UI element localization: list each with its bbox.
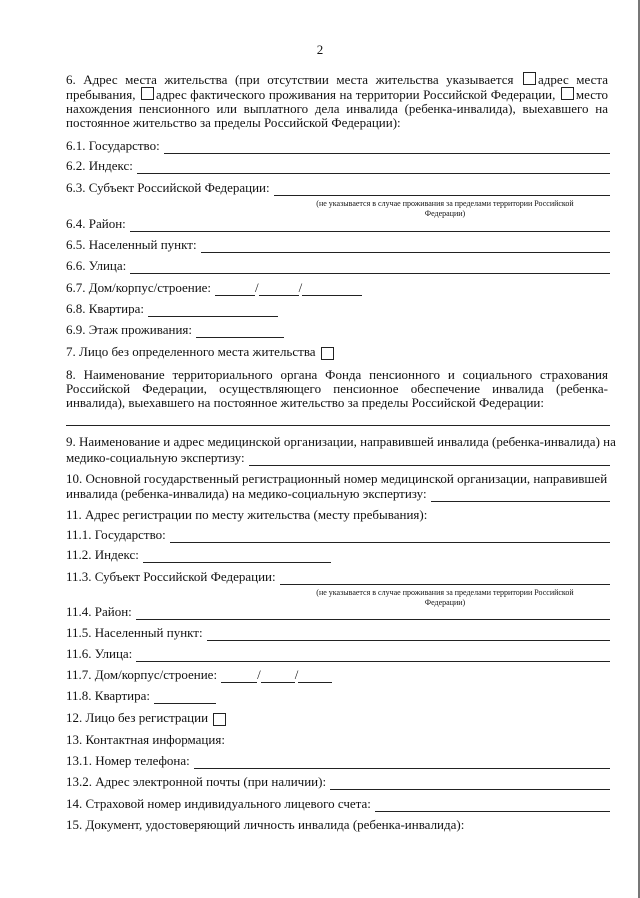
input-6-7-house[interactable]: [215, 283, 255, 296]
section-6-heading: 6. Адрес места жительства (при отсутствии места жительства указывается адрес места пребывания, адрес фактического проживания на территории Российской Федерации, место нахождения пенсионного или выплатного дела инвалида (ребенка-инвалида), выехавшего на постоянное жительство за пределы Российской Федерации):: [66, 72, 609, 130]
field-11-7-house: 11.7. Дом/корпус/строение: / /: [66, 667, 332, 683]
section-14-snils: 14. Страховой номер индивидуального лицевого счета:: [66, 796, 610, 812]
input-11-7-building[interactable]: [298, 670, 332, 683]
section-12: 12. Лицо без регистрации: [66, 710, 228, 726]
section-11-title: 11. Адрес регистрации по месту жительства (месту пребывания):: [66, 507, 428, 522]
section-7: 7. Лицо без определенного места жительства: [66, 344, 336, 360]
input-8[interactable]: [66, 425, 610, 426]
checkbox-no-fixed-residence[interactable]: [321, 347, 334, 360]
input-13-2[interactable]: [330, 777, 610, 790]
field-11-2-postcode: 11.2. Индекс:: [66, 547, 331, 563]
input-6-2[interactable]: [137, 161, 610, 174]
checkbox-place-of-stay[interactable]: [523, 72, 536, 85]
note-11-3: (не указывается в случае проживания за пределами территории Российской Федерации): [316, 588, 574, 607]
section-8-text: 8. Наименование территориального органа Фонда пенсионного и социального страхования Российской Федерации, осуществляющего пенсионное обеспечение инвалида (ребенка-инвалида), выехавшего на постоянное жительство за пределы Российской Федерации:: [66, 367, 608, 410]
input-6-5[interactable]: [201, 240, 610, 253]
field-11-3-region: 11.3. Субъект Российской Федерации:: [66, 569, 610, 585]
section-15-title: 15. Документ, удостоверяющий личность инвалида (ребенка-инвалида):: [66, 817, 465, 832]
input-14[interactable]: [375, 799, 610, 812]
checkbox-no-registration[interactable]: [213, 713, 226, 726]
input-6-8[interactable]: [148, 304, 278, 317]
input-6-7-building[interactable]: [302, 283, 362, 296]
field-6-2-postcode: 6.2. Индекс:: [66, 158, 610, 174]
field-13-2-email: 13.2. Адрес электронной почты (при наличии):: [66, 774, 610, 790]
section-10-line1: 10. Основной государственный регистрационный номер медицинской организации, направившей: [66, 471, 608, 486]
input-13-1[interactable]: [194, 756, 610, 769]
field-6-1-country: 6.1. Государство:: [66, 138, 610, 154]
section-13-title: 13. Контактная информация:: [66, 732, 225, 747]
note-6-3: (не указывается в случае проживания за пределами территории Российской Федерации): [316, 199, 574, 218]
input-6-3[interactable]: [274, 183, 610, 196]
checkbox-pension-file-location[interactable]: [561, 87, 574, 100]
field-6-6-street: 6.6. Улица:: [66, 258, 610, 274]
section-10-line2: инвалида (ребенка-инвалида) на медико-социальную экспертизу:: [66, 486, 610, 502]
input-6-4[interactable]: [130, 219, 610, 232]
checkbox-actual-residence[interactable]: [141, 87, 154, 100]
field-11-6-street: 11.6. Улица:: [66, 646, 610, 662]
input-11-5[interactable]: [207, 628, 610, 641]
field-6-4-district: 6.4. Район:: [66, 216, 610, 232]
input-6-9[interactable]: [196, 325, 284, 338]
field-6-7-house: 6.7. Дом/корпус/строение: / /: [66, 280, 362, 296]
input-11-6[interactable]: [136, 649, 610, 662]
field-6-9-floor: 6.9. Этаж проживания:: [66, 322, 284, 338]
input-9[interactable]: [249, 453, 610, 466]
input-6-6[interactable]: [130, 261, 610, 274]
page-number: 2: [316, 42, 324, 57]
input-11-8[interactable]: [154, 691, 216, 704]
section-9-line2: медико-социальную экспертизу:: [66, 450, 610, 466]
section-9-line1: 9. Наименование и адрес медицинской организации, направившей инвалида (ребенка-инвалида) на: [66, 434, 616, 449]
field-11-5-locality: 11.5. Населенный пункт:: [66, 625, 610, 641]
input-11-3[interactable]: [280, 572, 610, 585]
field-6-3-region: 6.3. Субъект Российской Федерации:: [66, 180, 610, 196]
input-10[interactable]: [431, 489, 610, 502]
input-6-1[interactable]: [164, 141, 610, 154]
input-11-2[interactable]: [143, 550, 331, 563]
field-11-4-district: 11.4. Район:: [66, 604, 610, 620]
input-11-7-house[interactable]: [221, 670, 257, 683]
field-11-1-country: 11.1. Государство:: [66, 527, 610, 543]
field-6-8-apartment: 6.8. Квартира:: [66, 301, 278, 317]
input-6-7-block[interactable]: [259, 283, 299, 296]
field-13-1-phone: 13.1. Номер телефона:: [66, 753, 610, 769]
input-11-7-block[interactable]: [261, 670, 295, 683]
field-11-8-apartment: 11.8. Квартира:: [66, 688, 216, 704]
field-6-5-locality: 6.5. Населенный пункт:: [66, 237, 610, 253]
input-11-4[interactable]: [136, 607, 610, 620]
input-11-1[interactable]: [170, 530, 610, 543]
